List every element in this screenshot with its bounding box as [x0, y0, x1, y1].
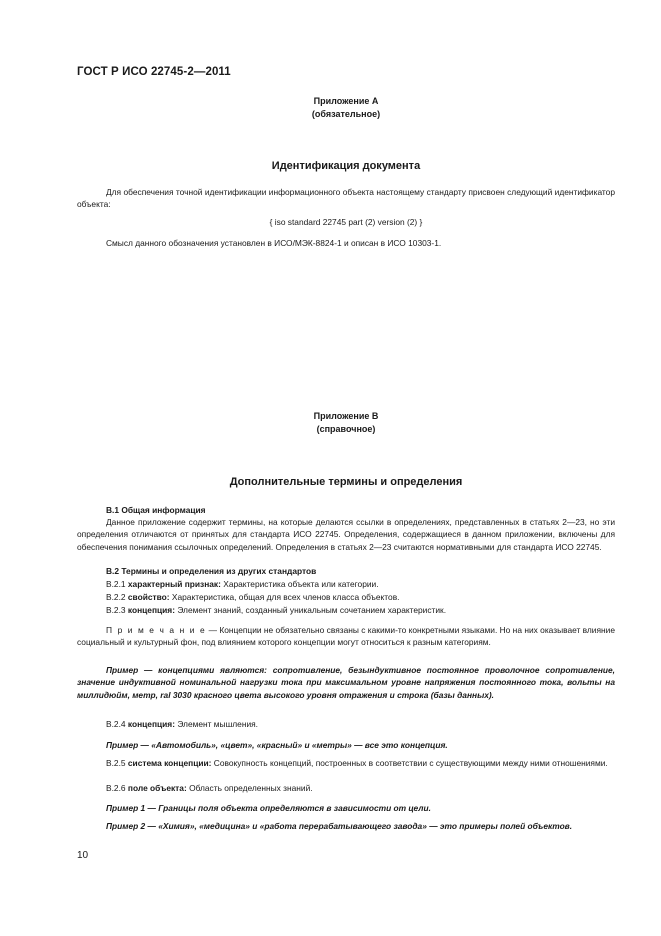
term-b23 — [77, 604, 615, 616]
term-name: концепция: — [127, 605, 175, 615]
section-b2-heading: B.2 Термины и определения из других стандартов — [106, 566, 317, 576]
term-number: B.2.2 — [106, 592, 126, 602]
note-text: — Концепции не обязательно связаны с какими-то конкретными языками. Но на них оказывает влияние социальный и культурный фон, под влиянием которого концепции могут относиться к разным категориям. — [77, 625, 615, 648]
annex-a-paragraph: Для обеспечения точной идентификации информационного объекта настоящему стандарту присвоен следующий идентификатор объекта: — [77, 187, 615, 210]
annex-b-type: (справочное) — [316, 424, 376, 434]
term-name: характерный признак: — [127, 579, 221, 589]
term-name: свойство: — [127, 592, 170, 602]
annex-a-label: Приложение A — [313, 96, 379, 106]
note — [77, 624, 615, 649]
term-definition: Элемент знаний, созданный уникальным сочетанием характеристик. — [177, 605, 447, 615]
term-b22 — [77, 591, 615, 603]
term-definition: Характеристика, общая для всех членов класса объектов. — [171, 592, 400, 602]
term-number: B.2.6 — [106, 783, 126, 793]
term-name: поле объекта: — [127, 783, 187, 793]
page-number: 10 — [77, 850, 89, 861]
example-2: Пример — «Автомобиль», «цвет», «красный» и «метры» — все это концепция. — [106, 740, 448, 750]
object-identifier: { iso standard 22745 part (2) version (2) } — [269, 217, 423, 227]
term-number: B.2.5 — [106, 758, 126, 768]
term-b21 — [77, 578, 615, 590]
standard-header: ГОСТ Р ИСО 22745-2—2011 — [77, 66, 231, 78]
term-definition: Характеристика объекта или категории. — [223, 579, 379, 589]
example-1: Пример — концепциями являются: сопротивление, безындуктивное постоянное проволочное сопротивление, значение индуктивной номинальной нагрузки тока при максимальном уровне напряжения постоянного тока, вольты на миллидюйм, метр, ral 3030 красного цвета высокого уровня отражения и строка (базы данных). — [77, 665, 615, 700]
annex-b-title: Дополнительные термины и определения — [229, 476, 463, 488]
example-3: Пример 1 — Границы поля объекта определяются в зависимости от цели. — [106, 803, 431, 813]
term-number: B.2.3 — [106, 605, 126, 615]
section-b1-heading: B.1 Общая информация — [106, 505, 206, 515]
example-4: Пример 2 — «Химия», «медицина» и «работа перерабатывающего завода» — это примеры полей объектов. — [106, 821, 573, 831]
annex-b-label: Приложение B — [313, 411, 379, 421]
term-b25 — [77, 757, 615, 769]
annex-a-type: (обязательное) — [311, 109, 381, 119]
term-definition: Область определенных знаний. — [189, 783, 313, 793]
term-definition: Совокупность концепций, построенных в соответствии с существующими между ними отношениями. — [213, 758, 608, 768]
term-number: B.2.4 — [106, 719, 126, 729]
term-name: концепция: — [127, 719, 175, 729]
term-definition: Элемент мышления. — [177, 719, 259, 729]
term-b26 — [77, 782, 615, 794]
term-number: B.2.1 — [106, 579, 126, 589]
section-b1-text: Данное приложение содержит термины, на которые делаются ссылки в определениях, представленных в статьях 2—23, но эти определения отличаются от принятых для стандарта ИСО 22745. Определения, содержащиеся в данном приложении, включены для обеспечения понимания ссылочных определений. Определения в статьях 2—23 считаются нормативными для стандарта ИСО 22745. — [77, 517, 615, 552]
term-b24 — [77, 718, 615, 730]
annex-a-paragraph-2: Смысл данного обозначения установлен в ИСО/МЭК-8824-1 и описан в ИСО 10303-1. — [106, 238, 442, 248]
note-label: П р и м е ч а н и е — [106, 625, 207, 635]
annex-a-title: Идентификация документа — [271, 160, 421, 172]
term-name: система концепции: — [127, 758, 212, 768]
